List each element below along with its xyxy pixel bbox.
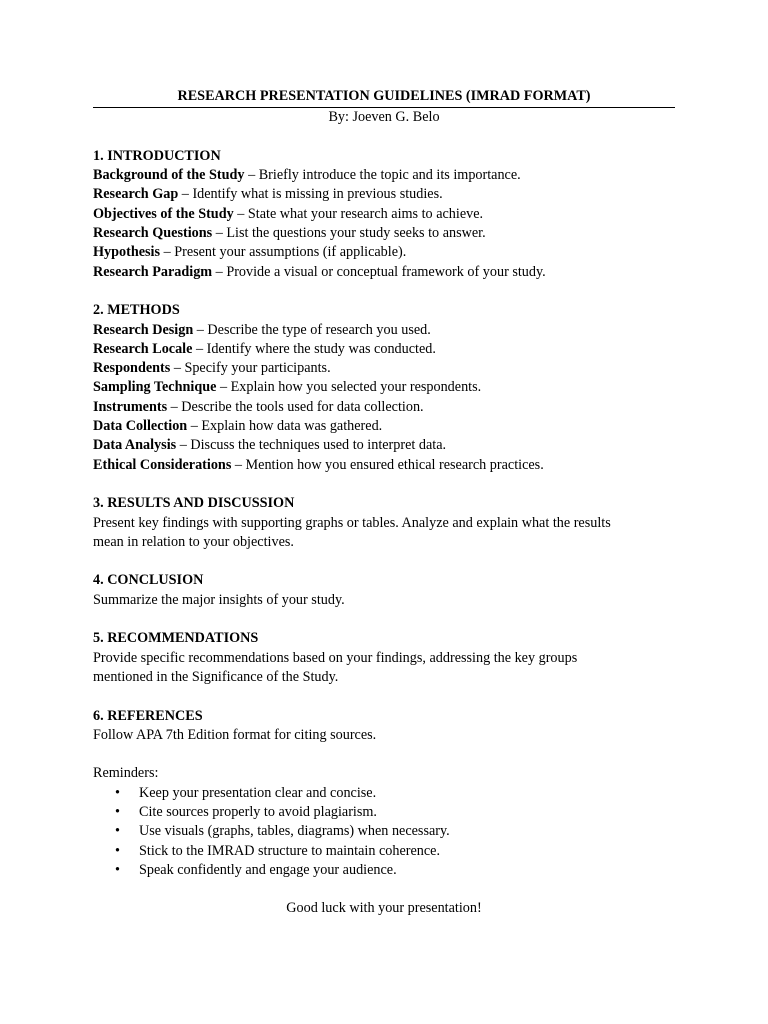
guideline-desc: – Briefly introduce the topic and its importance. (244, 167, 521, 184)
reminder-item (93, 842, 675, 861)
guideline-item (93, 378, 675, 397)
guideline-term: Instruments (93, 398, 168, 415)
section-text-line: mean in relation to your objectives. (93, 533, 294, 550)
section-methods (93, 301, 675, 475)
bullet-icon: • (115, 823, 120, 840)
section-heading: 4. CONCLUSION (93, 572, 204, 589)
guideline-item (93, 456, 675, 475)
guideline-item (93, 398, 675, 417)
guideline-desc: – Discuss the techniques used to interpret data. (176, 437, 447, 454)
guideline-term: Background of the Study (93, 167, 245, 184)
guideline-desc: – Explain how you selected your respondents. (216, 379, 482, 396)
section-text-line: Summarize the major insights of your study. (93, 591, 345, 608)
guideline-desc: – Present your assumptions (if applicable). (160, 244, 407, 261)
guideline-desc: – List the questions your study seeks to answer. (212, 225, 486, 242)
guideline-item (93, 359, 675, 378)
guideline-desc: – Specify your participants. (170, 360, 331, 377)
guideline-item (93, 224, 675, 243)
section-heading: 5. RECOMMENDATIONS (93, 630, 259, 647)
guideline-term: Research Design (93, 321, 194, 338)
guideline-desc: – Describe the tools used for data collection. (167, 398, 424, 415)
reminder-item (93, 861, 675, 880)
guideline-desc: – Identify what is missing in previous studies. (178, 186, 443, 203)
guideline-item (93, 263, 675, 282)
bullet-icon: • (115, 803, 120, 820)
reminder-item (93, 822, 675, 841)
guideline-item (93, 166, 675, 185)
guideline-desc: – Provide a visual or conceptual framework of your study. (212, 263, 546, 280)
guideline-term: Research Gap (93, 186, 179, 203)
guideline-item (93, 340, 675, 359)
guideline-term: Research Paradigm (93, 263, 213, 280)
bullet-icon: • (115, 842, 120, 859)
guideline-desc: – Identify where the study was conducted. (192, 340, 436, 357)
reminders-label: Reminders: (93, 765, 159, 782)
reminders-block (93, 764, 675, 880)
section-text-line: mentioned in the Significance of the Study. (93, 668, 339, 685)
guideline-desc: – Explain how data was gathered. (187, 418, 383, 435)
bullet-icon: • (115, 861, 120, 878)
author-byline: By: Joeven G. Belo (328, 109, 440, 126)
reminder-item (93, 803, 675, 822)
guideline-item (93, 417, 675, 436)
reminder-text: Stick to the IMRAD structure to maintain coherence. (139, 842, 441, 859)
guideline-term: Ethical Considerations (93, 456, 232, 473)
section-heading: 2. METHODS (93, 302, 180, 319)
guideline-desc: – Describe the type of research you used. (193, 321, 431, 338)
reminder-text: Cite sources properly to avoid plagiarism. (139, 803, 377, 820)
guideline-term: Sampling Technique (93, 379, 217, 396)
guideline-term: Research Locale (93, 340, 193, 357)
guideline-item (93, 185, 675, 204)
guideline-item (93, 321, 675, 340)
bullet-icon: • (115, 784, 120, 801)
guideline-term: Hypothesis (93, 244, 161, 261)
document-page (93, 87, 675, 919)
reminder-text: Use visuals (graphs, tables, diagrams) when necessary. (139, 823, 450, 840)
guideline-desc: – State what your research aims to achieve. (233, 205, 484, 222)
section-introduction (93, 147, 675, 282)
section-text-line: Present key findings with supporting graphs or tables. Analyze and explain what the results (93, 514, 611, 531)
guideline-term: Research Questions (93, 225, 213, 242)
section-conclusion (93, 571, 675, 610)
guideline-term: Data Analysis (93, 437, 177, 454)
section-heading: 6. REFERENCES (93, 707, 203, 724)
document-title: RESEARCH PRESENTATION GUIDELINES (IMRAD FORMAT) (93, 87, 675, 108)
reminder-text: Keep your presentation clear and concise. (139, 784, 377, 801)
guideline-term: Respondents (93, 360, 171, 377)
guideline-item (93, 205, 675, 224)
section-text-line: Provide specific recommendations based on your findings, addressing the key groups (93, 649, 578, 666)
guideline-item (93, 436, 675, 455)
reminders-list (93, 784, 675, 880)
guideline-item (93, 243, 675, 262)
guideline-term: Data Collection (93, 418, 188, 435)
section-heading: 1. INTRODUCTION (93, 147, 221, 164)
section-recommendations (93, 629, 675, 687)
reminder-item (93, 784, 675, 803)
section-text-line: Follow APA 7th Edition format for citing sources. (93, 726, 377, 743)
guideline-desc: – Mention how you ensured ethical research practices. (231, 456, 544, 473)
reminder-text: Speak confidently and engage your audience. (139, 861, 397, 878)
section-heading: 3. RESULTS AND DISCUSSION (93, 495, 295, 512)
closing-message: Good luck with your presentation! (286, 900, 482, 917)
section-results (93, 494, 675, 552)
guideline-term: Objectives of the Study (93, 205, 234, 222)
section-references (93, 707, 675, 746)
